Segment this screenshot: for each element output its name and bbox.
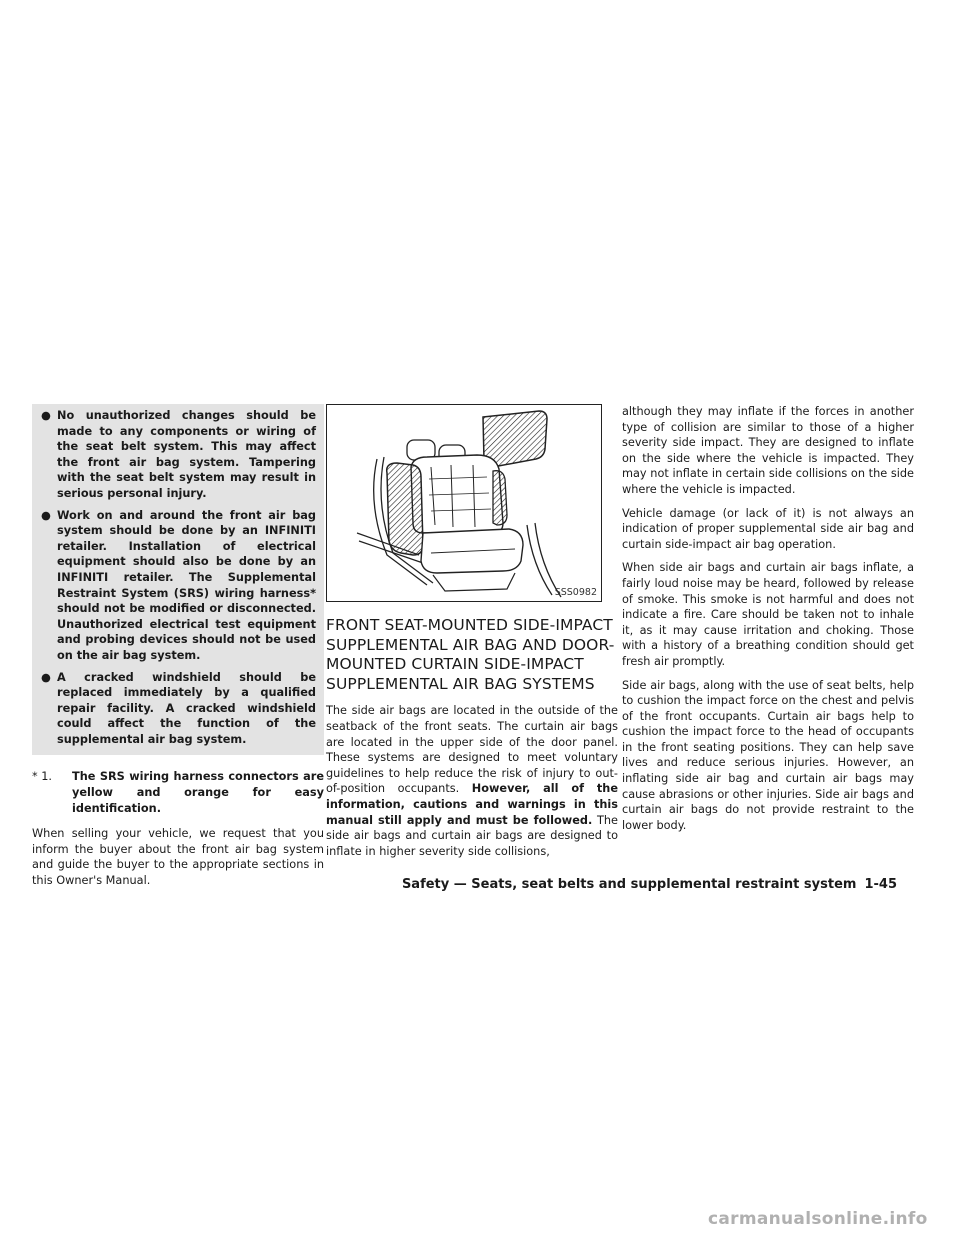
warning-item <box>40 408 316 502</box>
bullet-icon: ● <box>41 409 51 422</box>
warning-text: Work on and around the front air bag system should be done by an INFINITI retailer. Installation of electrical equipment should also be done by an INFINITI retailer. The Supplemental Restraint System (SRS) wiring harness* should not be modified or disconnected. Unauthorized electrical test equipment and probing devices should not be used on the air bag system. <box>57 508 316 662</box>
body-paragraph: Side air bags, along with the use of seat belts, help to cushion the impact force on the chest and pelvis of the front occupants. Curtain air bags help to cushion the impact force to the head of occupants in the front seating positions. They can help save lives and reduce serious injuries. However, an inflating side air bag and curtain air bags may cause abrasions or other injuries. Side air bags and curtain air bags do not provide restraint to the lower body. <box>622 678 914 832</box>
para-emphasis: However, all of the information, cautions and warnings in this manual still apply and must be followed. <box>326 782 618 827</box>
watermark: carmanualsonline.info <box>708 1209 928 1229</box>
airbag-illustration <box>326 404 602 602</box>
page-number: 1-45 <box>864 877 897 892</box>
bullet-icon: ● <box>41 670 51 684</box>
bullet-icon: ● <box>41 508 51 522</box>
body-paragraph: When side air bags and curtain air bags inflate, a fairly loud noise may be heard, followed by release of smoke. This smoke is not harmful and does not indicate a fire. Care should be taken not to inhale it, as it may cause irritation and choking. Those with a history of a breathing condition should get fresh air promptly. <box>622 561 914 668</box>
body-paragraph <box>326 703 618 859</box>
footnote <box>32 769 324 816</box>
warning-box <box>32 404 324 755</box>
seat-airbag-drawing <box>327 405 603 603</box>
page-footer <box>402 877 897 892</box>
footnote-marker: * 1. <box>32 770 53 784</box>
warning-text: No unauthorized changes should be made to any components or wiring of the seat belt system. This may affect the front air bag system. Tampering with the seat belt system may result in serious personal injury. <box>57 409 316 500</box>
body-paragraph: When selling your vehicle, we request that you inform the buyer about the front air bag system and guide the buyer to the appropriate sections in this Owner's Manual. <box>32 827 324 888</box>
figure-code: SSS0982 <box>554 587 597 598</box>
column-right <box>622 404 914 841</box>
footer-title: Safety — Seats, seat belts and supplemental restraint system <box>401 877 857 892</box>
body-paragraph: although they may inflate if the forces in another type of collision are similar to those of a higher severity side impact. They are designed to inflate on the side where the vehicle is impacted. They may not inflate in certain side collisions on the side where the vehicle is impacted. <box>622 405 914 496</box>
para-text: The side air bags are located in the outside of the seatback of the front seats. The curtain air bags are located in the upper side of the door panel. These systems are designed to meet voluntary guidelines to help reduce the risk of injury to out-of-position occupants. <box>326 704 618 796</box>
warning-item <box>40 508 316 664</box>
section-heading: FRONT SEAT-MOUNTED SIDE-IMPACT SUPPLEMENTAL AIR BAG AND DOOR-MOUNTED CURTAIN SIDE-IMPACT SUPPLEMENTAL AIR BAG SYSTEMS <box>326 616 615 693</box>
column-left <box>32 404 324 897</box>
warning-item <box>40 670 316 748</box>
footnote-text: The SRS wiring harness connectors are yellow and orange for easy identification. <box>72 770 324 815</box>
warning-text: A cracked windshield should be replaced immediately by a qualified repair facility. A cracked windshield could affect the function of the supplemental air bag system. <box>57 670 316 746</box>
body-paragraph: Vehicle damage (or lack of it) is not always an indication of proper supplemental side air bag and curtain side-impact air bag operation. <box>622 506 914 551</box>
column-middle <box>326 404 618 867</box>
para-text: The side air bags and curtain air bags are designed to inflate in higher severity side collisions, <box>326 813 618 858</box>
